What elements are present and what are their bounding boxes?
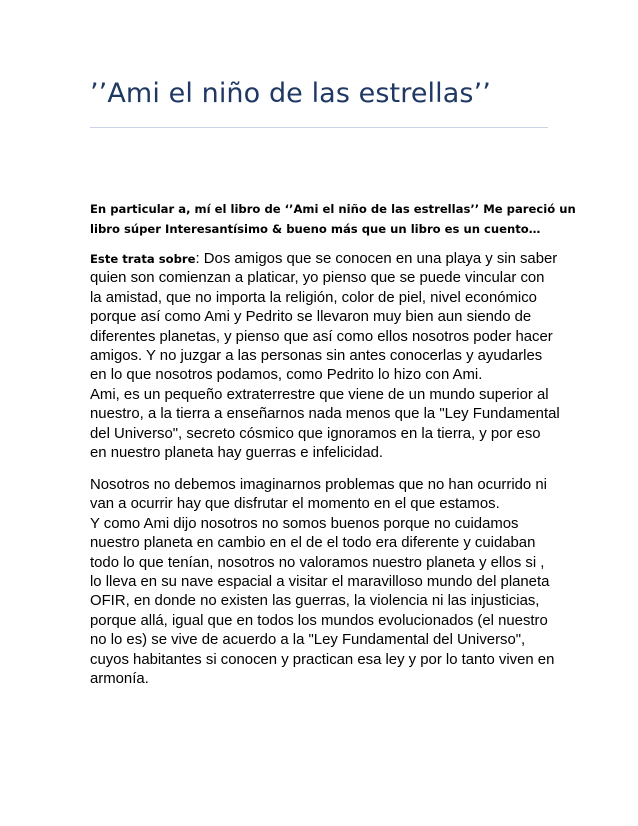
summary-first-line-text: Dos amigos que se conocen en una playa y sin saber: [199, 251, 558, 267]
summary-label-colon: :: [195, 251, 200, 267]
reflection-paragraph: [90, 476, 570, 689]
summary-line: diferentes planetas, y pienso que así como ellos nosotros poder hacer: [90, 328, 553, 345]
summary-label: Este trata sobre: [90, 252, 196, 266]
summary-line: amigos. Y no juzgar a las personas sin antes conocerlas y ayudarles: [90, 348, 543, 365]
summary-line: porque así como Ami y Pedrito se llevaron muy bien aun siendo de: [90, 309, 532, 326]
reflection-line: armonía.: [90, 671, 149, 688]
reflection-line: no lo es) se vive de acuerdo a la "Ley Fundamental del Universo",: [90, 632, 526, 649]
summary-line: quien son comienzan a platicar, yo pienso que se puede vincular con: [90, 270, 545, 287]
summary-line: del Universo", secreto cósmico que ignoramos en la tierra, y por eso: [90, 425, 541, 442]
reflection-line: nuestro planeta en cambio en el de el todo era diferente y cuidaban: [90, 535, 536, 552]
reflection-line: Nosotros no debemos imaginarnos problemas que no han ocurrido ni: [90, 477, 547, 493]
reflection-line: Y como Ami dijo nosotros no somos buenos porque no cuidamos: [90, 515, 519, 532]
summary-line: nuestro, a la tierra a enseñarnos nada menos que la "Ley Fundamental: [90, 406, 560, 423]
summary-line: en nuestro planeta hay guerras e infelicidad.: [90, 445, 384, 462]
summary-paragraph: [90, 250, 570, 463]
summary-line: la amistad, que no importa la religión, color de piel, nivel económico: [90, 289, 537, 306]
summary-first-line: [90, 250, 570, 269]
reflection-line: todo lo que tenían, nosotros no valoramos nuestro planeta y ellos si ,: [90, 554, 545, 571]
intro-paragraph: [90, 200, 576, 239]
reflection-line: porque allá, igual que en todos los mundos evolucionados (el nuestro: [90, 612, 548, 629]
summary-line: en lo que nosotros podamos, como Pedrito lo hizo con Ami.: [90, 367, 483, 384]
document-title: ’’Ami el niño de las estrellas’’: [90, 78, 491, 109]
title-underline: [90, 127, 548, 128]
summary-line: Ami, es un pequeño extraterrestre que viene de un mundo superior al: [90, 386, 549, 403]
reflection-line: cuyos habitantes si conocen y practican esa ley y por lo tanto viven en: [90, 651, 555, 668]
intro-line: libro súper Interesantísimo & bueno más que un libro es un cuento…: [90, 221, 541, 236]
intro-line: En particular a, mí el libro de ‘’Ami el niño de las estrellas’’ Me pareció un: [90, 202, 576, 216]
reflection-line: lo lleva en su nave espacial a visitar el maravilloso mundo del planeta: [90, 574, 550, 591]
reflection-line: OFIR, en donde no existen las guerras, la violencia ni las injusticias,: [90, 593, 540, 610]
reflection-line: van a ocurrir hay que disfrutar el momento en el que estamos.: [90, 496, 500, 513]
